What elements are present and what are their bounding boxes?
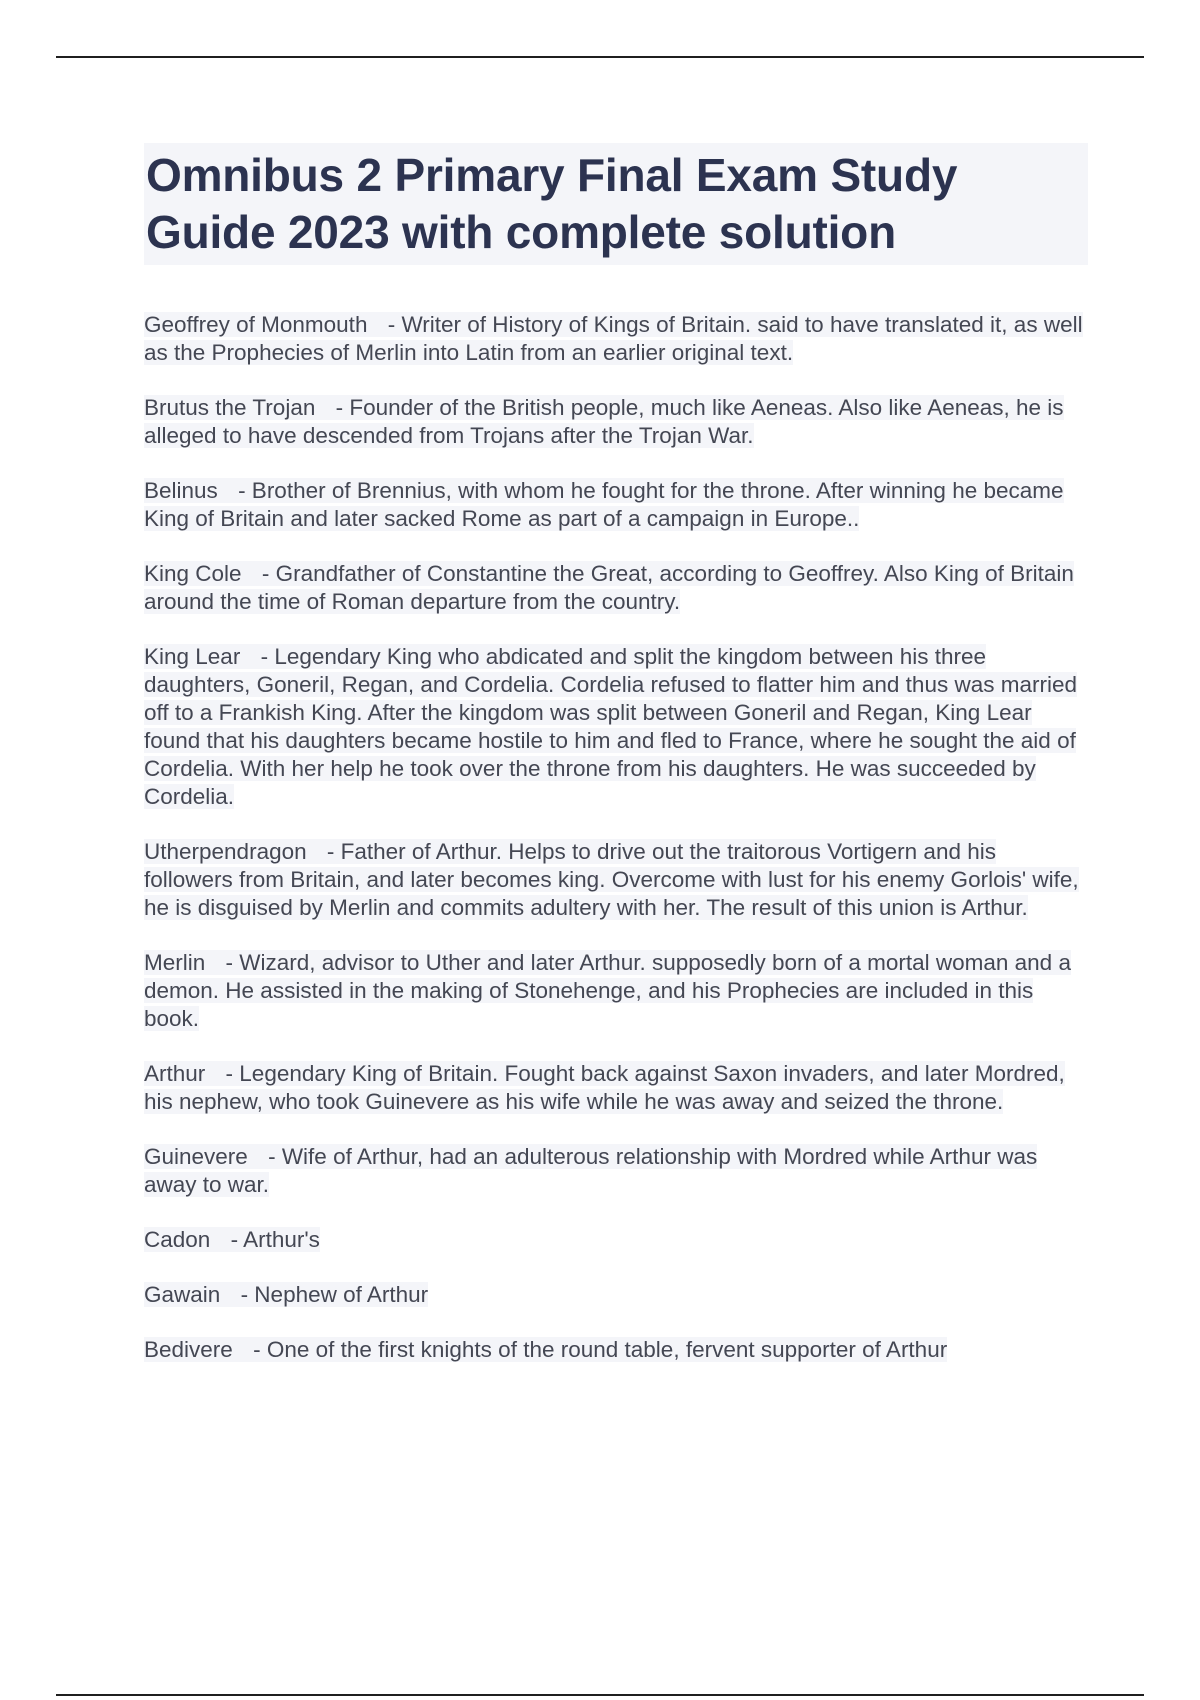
- entry-term: Belinus: [144, 478, 218, 503]
- entry-definition: - Brother of Brennius, with whom he fought for the throne. After winning he became King of Britain and later sacked Rome as part of a campaign in Europe..: [144, 478, 1064, 531]
- entry-definition: - One of the first knights of the round table, fervent supporter of Arthur: [253, 1337, 948, 1362]
- entry-term: Bedivere: [144, 1337, 233, 1362]
- list-item: [144, 560, 1088, 616]
- entry-term: Gawain: [144, 1282, 221, 1307]
- entry-definition: - Legendary King who abdicated and split the kingdom between his three daughters, Goneril, Regan, and Cordelia. Cordelia refused to flatter him and thus was married off to a Frankish King. After the kingdom was split between Goneril and Regan, King Lear found that his daughters became hostile to him and fled to France, where he sought the aid of Cordelia. With her help he took over the throne from his daughters. He was succeeded by Cordelia.: [144, 644, 1077, 809]
- list-item: [144, 1281, 1088, 1309]
- entry-definition: - Arthur's: [230, 1227, 320, 1252]
- entry-definition: - Nephew of Arthur: [240, 1282, 429, 1307]
- entry-definition: - Grandfather of Constantine the Great, according to Geoffrey. Also King of Britain around the time of Roman departure from the country.: [144, 561, 1074, 614]
- list-item: [144, 1143, 1088, 1199]
- list-item: [144, 1226, 1088, 1254]
- list-item: [144, 1060, 1088, 1116]
- entry-definition: - Father of Arthur. Helps to drive out the traitorous Vortigern and his followers from Britain, and later becomes king. Overcome with lust for his enemy Gorlois' wife, he is disguised by Merlin and commits adultery with her. The result of this union is Arthur.: [144, 839, 1079, 920]
- entry-term: Brutus the Trojan: [144, 395, 316, 420]
- list-item: [144, 838, 1088, 922]
- entry-definition: - Legendary King of Britain. Fought back against Saxon invaders, and later Mordred, his nephew, who took Guinevere as his wife while he was away and seized the throne.: [144, 1061, 1065, 1114]
- entry-term: Cadon: [144, 1227, 211, 1252]
- entry-definition: - Writer of History of Kings of Britain. said to have translated it, as well as the Prophecies of Merlin into Latin from an earlier original text.: [144, 312, 1083, 365]
- entry-term: Utherpendragon: [144, 839, 307, 864]
- list-item: [144, 394, 1088, 450]
- list-item: [144, 643, 1088, 811]
- list-item: [144, 1336, 1088, 1364]
- entry-term: King Cole: [144, 561, 242, 586]
- page-title: Omnibus 2 Primary Final Exam Study Guide 2023 with complete solution: [146, 149, 958, 258]
- top-divider: [56, 56, 1144, 58]
- entry-term: Arthur: [144, 1061, 206, 1086]
- list-item: [144, 311, 1088, 367]
- entry-definition: - Wife of Arthur, had an adulterous relationship with Mordred while Arthur was away to war.: [144, 1144, 1038, 1197]
- bottom-divider: [56, 1694, 1144, 1696]
- list-item: [144, 949, 1088, 1033]
- entry-list: [144, 311, 1088, 1391]
- entry-term: Merlin: [144, 950, 206, 975]
- entry-term: Geoffrey of Monmouth: [144, 312, 368, 337]
- entry-term: Guinevere: [144, 1144, 248, 1169]
- entry-term: King Lear: [144, 644, 241, 669]
- entry-definition: - Founder of the British people, much like Aeneas. Also like Aeneas, he is alleged to have descended from Trojans after the Trojan War.: [144, 395, 1064, 448]
- entry-definition: - Wizard, advisor to Uther and later Arthur. supposedly born of a mortal woman and a demon. He assisted in the making of Stonehenge, and his Prophecies are included in this book.: [144, 950, 1071, 1031]
- list-item: [144, 477, 1088, 533]
- title-block: [144, 143, 1088, 265]
